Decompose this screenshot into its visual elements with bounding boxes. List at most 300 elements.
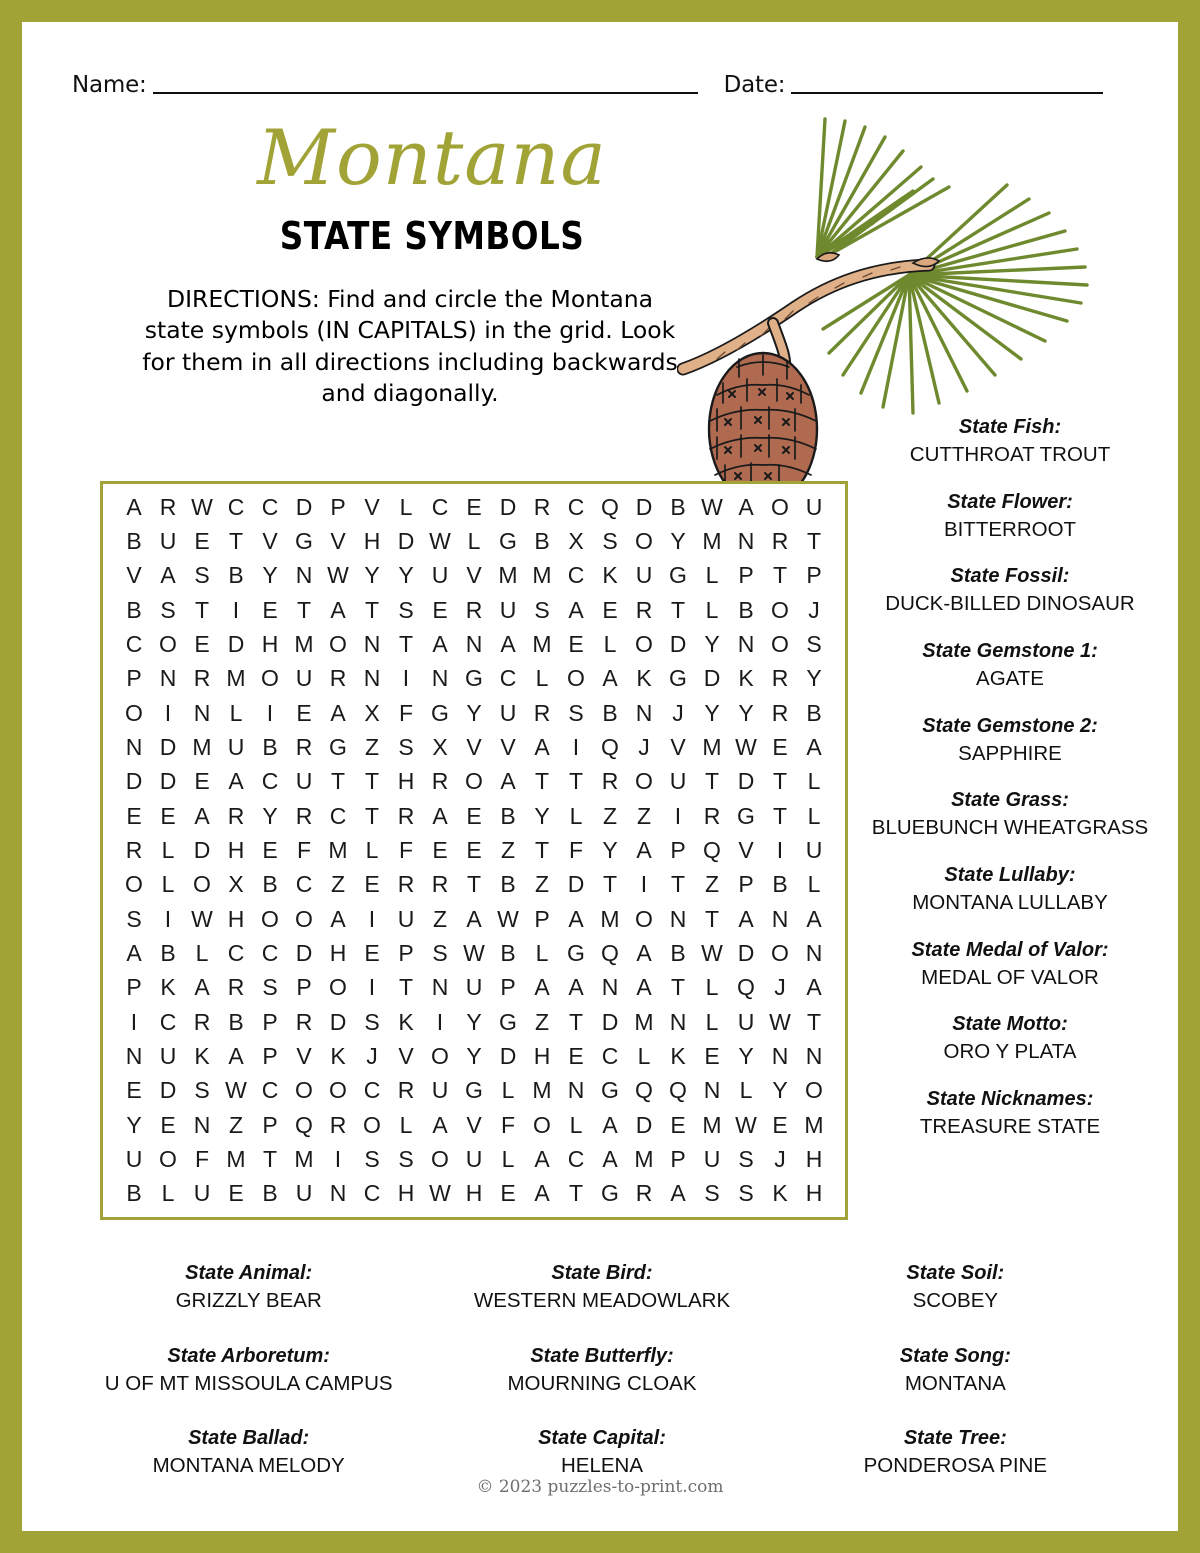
grid-cell[interactable]: E (568, 1042, 584, 1069)
grid-cell[interactable]: J (774, 1145, 786, 1172)
grid-cell[interactable]: T (534, 768, 550, 795)
grid-cell[interactable]: C (261, 493, 279, 520)
grid-cell[interactable]: Q (295, 1111, 313, 1138)
grid-cell[interactable]: M (328, 836, 348, 863)
grid-cell[interactable]: N (805, 1042, 823, 1069)
grid-cell[interactable]: T (670, 974, 686, 1001)
grid-cell[interactable]: L (535, 939, 549, 966)
grid-cell[interactable]: G (465, 665, 483, 692)
grid-cell[interactable]: F (296, 836, 312, 863)
grid-cell[interactable]: M (294, 1145, 314, 1172)
grid-cell[interactable]: T (806, 1008, 822, 1035)
grid-cell[interactable]: A (806, 733, 822, 760)
grid-cell[interactable]: E (262, 836, 278, 863)
grid-cell[interactable]: A (228, 768, 244, 795)
grid-cell[interactable]: A (534, 733, 550, 760)
grid-cell[interactable]: U (431, 562, 449, 589)
grid-cell[interactable]: W (191, 905, 213, 932)
grid-cell[interactable]: U (295, 1180, 313, 1207)
grid-cell[interactable]: O (329, 974, 347, 1001)
grid-cell[interactable]: T (364, 768, 380, 795)
grid-cell[interactable]: Y (126, 1111, 142, 1138)
grid-cell[interactable]: P (126, 665, 142, 692)
grid-cell[interactable]: A (602, 1111, 618, 1138)
grid-cell[interactable]: Y (670, 527, 686, 554)
grid-cell[interactable]: R (193, 1008, 211, 1035)
grid-cell[interactable]: J (808, 596, 820, 623)
grid-cell[interactable]: H (227, 836, 245, 863)
grid-cell[interactable]: L (399, 1111, 413, 1138)
grid-cell[interactable]: C (261, 1077, 279, 1104)
grid-cell[interactable]: M (702, 733, 722, 760)
grid-cell[interactable]: P (330, 493, 346, 520)
grid-cell[interactable]: C (125, 630, 143, 657)
grid-cell[interactable]: W (191, 493, 213, 520)
grid-cell[interactable]: T (296, 596, 312, 623)
grid-cell[interactable]: B (738, 596, 754, 623)
grid-cell[interactable]: K (636, 665, 652, 692)
grid-cell[interactable]: C (159, 1008, 177, 1035)
grid-cell[interactable]: A (568, 596, 584, 623)
grid-cell[interactable]: Z (636, 802, 652, 829)
grid-cell[interactable]: B (500, 939, 516, 966)
grid-cell[interactable]: M (634, 1008, 654, 1035)
grid-cell[interactable]: C (227, 493, 245, 520)
grid-cell[interactable]: O (295, 1077, 313, 1104)
grid-cell[interactable]: G (669, 562, 687, 589)
grid-cell[interactable]: R (431, 871, 449, 898)
grid-cell[interactable]: N (125, 733, 143, 760)
grid-cell[interactable]: E (500, 1180, 516, 1207)
grid-cell[interactable]: F (568, 836, 584, 863)
grid-cell[interactable]: O (567, 665, 585, 692)
grid-cell[interactable]: Y (738, 1042, 754, 1069)
grid-cell[interactable]: X (432, 733, 448, 760)
grid-cell[interactable]: Q (635, 1077, 653, 1104)
grid-cell[interactable]: E (568, 630, 584, 657)
grid-cell[interactable]: I (334, 1145, 342, 1172)
grid-cell[interactable]: V (466, 562, 482, 589)
grid-cell[interactable]: C (499, 665, 517, 692)
grid-cell[interactable]: S (160, 596, 176, 623)
grid-cell[interactable]: B (500, 802, 516, 829)
grid-cell[interactable]: Z (330, 871, 346, 898)
grid-cell[interactable]: N (771, 1042, 789, 1069)
grid-cell[interactable]: I (164, 699, 172, 726)
grid-cell[interactable]: L (603, 630, 617, 657)
grid-cell[interactable]: B (160, 939, 176, 966)
grid-cell[interactable]: M (192, 733, 212, 760)
grid-cell[interactable]: L (501, 1077, 515, 1104)
grid-cell[interactable]: S (738, 1145, 754, 1172)
word-search-grid[interactable] (100, 481, 848, 1220)
grid-cell[interactable]: C (295, 871, 313, 898)
grid-cell[interactable]: O (771, 596, 789, 623)
grid-cell[interactable]: L (807, 871, 821, 898)
grid-cell[interactable]: P (262, 1042, 278, 1069)
grid-cell[interactable]: S (704, 1180, 720, 1207)
grid-cell[interactable]: W (497, 905, 519, 932)
grid-cell[interactable]: I (130, 1008, 138, 1035)
grid-cell[interactable]: T (534, 836, 550, 863)
grid-cell[interactable]: A (126, 493, 142, 520)
grid-cell[interactable]: O (159, 630, 177, 657)
grid-cell[interactable]: G (295, 527, 313, 554)
grid-cell[interactable]: N (159, 665, 177, 692)
grid-cell[interactable]: V (398, 1042, 414, 1069)
grid-cell[interactable]: A (602, 1145, 618, 1172)
grid-cell[interactable]: N (601, 974, 619, 1001)
grid-cell[interactable]: A (126, 939, 142, 966)
grid-cell[interactable]: U (431, 1077, 449, 1104)
grid-cell[interactable]: P (738, 562, 754, 589)
grid-cell[interactable]: R (465, 596, 483, 623)
grid-cell[interactable]: N (737, 527, 755, 554)
grid-cell[interactable]: L (161, 1180, 175, 1207)
grid-cell[interactable]: G (737, 802, 755, 829)
grid-cell[interactable]: S (534, 596, 550, 623)
grid-cell[interactable]: J (774, 974, 786, 1001)
grid-cell[interactable]: D (193, 836, 211, 863)
grid-cell[interactable]: B (772, 871, 788, 898)
grid-cell[interactable]: G (601, 1180, 619, 1207)
grid-cell[interactable]: A (636, 974, 652, 1001)
grid-cell[interactable]: E (194, 630, 210, 657)
grid-cell[interactable]: E (772, 1111, 788, 1138)
grid-cell[interactable]: M (532, 630, 552, 657)
grid-cell[interactable]: Y (262, 562, 278, 589)
grid-cell[interactable]: Y (704, 630, 720, 657)
grid-cell[interactable]: Q (601, 733, 619, 760)
grid-cell[interactable]: E (296, 699, 312, 726)
grid-cell[interactable]: R (295, 1008, 313, 1035)
grid-cell[interactable]: A (330, 905, 346, 932)
grid-cell[interactable]: S (398, 733, 414, 760)
grid-cell[interactable]: M (634, 1145, 654, 1172)
grid-cell[interactable]: A (568, 974, 584, 1001)
grid-cell[interactable]: A (568, 905, 584, 932)
grid-cell[interactable]: R (227, 974, 245, 1001)
grid-cell[interactable]: K (738, 665, 754, 692)
grid-cell[interactable]: N (737, 630, 755, 657)
grid-cell[interactable]: T (772, 768, 788, 795)
grid-cell[interactable]: U (227, 733, 245, 760)
grid-cell[interactable]: M (226, 665, 246, 692)
grid-cell[interactable]: Z (432, 905, 448, 932)
grid-cell[interactable]: A (194, 974, 210, 1001)
grid-cell[interactable]: M (226, 1145, 246, 1172)
grid-cell[interactable]: B (228, 562, 244, 589)
grid-cell[interactable]: N (431, 665, 449, 692)
grid-cell[interactable]: X (228, 871, 244, 898)
grid-cell[interactable]: E (228, 1180, 244, 1207)
grid-cell[interactable]: M (804, 1111, 824, 1138)
grid-cell[interactable]: G (567, 939, 585, 966)
grid-cell[interactable]: V (296, 1042, 312, 1069)
grid-cell[interactable]: O (635, 527, 653, 554)
grid-cell[interactable]: O (329, 630, 347, 657)
grid-cell[interactable]: N (295, 562, 313, 589)
grid-cell[interactable]: U (159, 527, 177, 554)
grid-cell[interactable]: B (126, 527, 142, 554)
grid-cell[interactable]: O (635, 630, 653, 657)
grid-cell[interactable]: T (262, 1145, 278, 1172)
grid-cell[interactable]: Q (703, 836, 721, 863)
grid-cell[interactable]: N (363, 665, 381, 692)
grid-cell[interactable]: J (638, 733, 650, 760)
grid-cell[interactable]: S (432, 939, 448, 966)
grid-cell[interactable]: W (701, 939, 723, 966)
grid-cell[interactable]: R (703, 802, 721, 829)
grid-cell[interactable]: E (466, 802, 482, 829)
grid-cell[interactable]: A (432, 802, 448, 829)
grid-cell[interactable]: Q (737, 974, 755, 1001)
grid-cell[interactable]: Z (500, 836, 516, 863)
grid-cell[interactable]: N (465, 630, 483, 657)
grid-cell[interactable]: D (159, 733, 177, 760)
grid-cell[interactable]: T (602, 871, 618, 898)
grid-cell[interactable]: H (329, 939, 347, 966)
grid-cell[interactable]: Y (602, 836, 618, 863)
grid-cell[interactable]: K (670, 1042, 686, 1069)
grid-cell[interactable]: T (568, 768, 584, 795)
grid-cell[interactable]: H (805, 1180, 823, 1207)
grid-cell[interactable]: K (160, 974, 176, 1001)
grid-cell[interactable]: O (771, 493, 789, 520)
grid-cell[interactable]: W (327, 562, 349, 589)
grid-cell[interactable]: L (807, 768, 821, 795)
grid-cell[interactable]: E (160, 1111, 176, 1138)
grid-cell[interactable]: G (601, 1077, 619, 1104)
grid-cell[interactable]: U (805, 836, 823, 863)
grid-cell[interactable]: R (533, 699, 551, 726)
grid-cell[interactable]: T (704, 768, 720, 795)
grid-cell[interactable]: N (363, 630, 381, 657)
grid-cell[interactable]: U (125, 1145, 143, 1172)
grid-cell[interactable]: G (499, 1008, 517, 1035)
grid-cell[interactable]: Y (466, 699, 482, 726)
grid-cell[interactable]: U (465, 974, 483, 1001)
grid-cell[interactable]: O (771, 939, 789, 966)
grid-cell[interactable]: H (397, 1180, 415, 1207)
grid-cell[interactable]: T (772, 562, 788, 589)
grid-cell[interactable]: S (364, 1145, 380, 1172)
grid-cell[interactable]: X (364, 699, 380, 726)
grid-cell[interactable]: D (499, 493, 517, 520)
grid-cell[interactable]: T (704, 905, 720, 932)
grid-cell[interactable]: T (670, 596, 686, 623)
grid-cell[interactable]: M (702, 527, 722, 554)
grid-cell[interactable]: O (159, 1145, 177, 1172)
grid-cell[interactable]: Y (262, 802, 278, 829)
grid-cell[interactable]: H (227, 905, 245, 932)
grid-cell[interactable]: B (670, 493, 686, 520)
grid-cell[interactable]: T (364, 802, 380, 829)
grid-cell[interactable]: N (669, 905, 687, 932)
grid-cell[interactable]: R (397, 1077, 415, 1104)
grid-cell[interactable]: N (329, 1180, 347, 1207)
grid-cell[interactable]: E (364, 939, 380, 966)
grid-cell[interactable]: P (738, 871, 754, 898)
grid-cell[interactable]: T (330, 768, 346, 795)
grid-cell[interactable]: G (499, 527, 517, 554)
grid-cell[interactable]: L (807, 802, 821, 829)
grid-cell[interactable]: T (398, 974, 414, 1001)
grid-cell[interactable]: A (806, 974, 822, 1001)
grid-cell[interactable]: U (737, 1008, 755, 1035)
grid-cell[interactable]: S (262, 974, 278, 1001)
grid-cell[interactable]: Y (772, 1077, 788, 1104)
grid-cell[interactable]: O (635, 768, 653, 795)
grid-cell[interactable]: P (500, 974, 516, 1001)
date-input-line[interactable] (791, 92, 1103, 94)
grid-cell[interactable]: R (295, 733, 313, 760)
grid-cell[interactable]: B (602, 699, 618, 726)
grid-cell[interactable]: Y (534, 802, 550, 829)
grid-cell[interactable]: I (232, 596, 240, 623)
grid-cell[interactable]: I (266, 699, 274, 726)
grid-cell[interactable]: G (329, 733, 347, 760)
grid-cell[interactable]: D (295, 939, 313, 966)
grid-cell[interactable]: D (635, 493, 653, 520)
grid-cell[interactable]: L (569, 1111, 583, 1138)
grid-cell[interactable]: O (329, 1077, 347, 1104)
grid-cell[interactable]: Y (738, 699, 754, 726)
grid-cell[interactable]: I (436, 1008, 444, 1035)
grid-cell[interactable]: S (602, 527, 618, 554)
grid-cell[interactable]: A (534, 974, 550, 1001)
grid-cell[interactable]: P (670, 836, 686, 863)
grid-cell[interactable]: E (364, 871, 380, 898)
grid-cell[interactable]: O (193, 871, 211, 898)
grid-cell[interactable]: L (229, 699, 243, 726)
grid-cell[interactable]: F (398, 836, 414, 863)
grid-cell[interactable]: A (500, 768, 516, 795)
grid-cell[interactable]: A (670, 1180, 686, 1207)
grid-cell[interactable]: S (194, 1077, 210, 1104)
grid-cell[interactable]: R (635, 1180, 653, 1207)
grid-cell[interactable]: M (294, 630, 314, 657)
grid-cell[interactable]: K (194, 1042, 210, 1069)
grid-cell[interactable]: R (601, 768, 619, 795)
grid-cell[interactable]: Z (534, 1008, 550, 1035)
grid-cell[interactable]: J (366, 1042, 378, 1069)
grid-cell[interactable]: R (329, 1111, 347, 1138)
grid-cell[interactable]: B (670, 939, 686, 966)
grid-cell[interactable]: P (296, 974, 312, 1001)
grid-cell[interactable]: U (295, 768, 313, 795)
grid-cell[interactable]: C (567, 1145, 585, 1172)
grid-cell[interactable]: L (705, 974, 719, 1001)
grid-cell[interactable]: I (164, 905, 172, 932)
grid-cell[interactable]: N (125, 1042, 143, 1069)
grid-cell[interactable]: V (262, 527, 278, 554)
grid-cell[interactable]: A (534, 1145, 550, 1172)
grid-cell[interactable]: H (465, 1180, 483, 1207)
grid-cell[interactable]: B (262, 1180, 278, 1207)
grid-cell[interactable]: E (126, 802, 142, 829)
grid-cell[interactable]: A (500, 630, 516, 657)
grid-cell[interactable]: P (262, 1008, 278, 1035)
grid-cell[interactable]: C (261, 768, 279, 795)
grid-cell[interactable]: R (771, 699, 789, 726)
grid-cell[interactable]: Y (704, 699, 720, 726)
grid-cell[interactable]: W (735, 733, 757, 760)
grid-cell[interactable]: G (669, 665, 687, 692)
grid-cell[interactable]: M (600, 905, 620, 932)
grid-cell[interactable]: E (194, 527, 210, 554)
grid-cell[interactable]: Y (398, 562, 414, 589)
grid-cell[interactable]: S (398, 596, 414, 623)
grid-cell[interactable]: D (397, 527, 415, 554)
grid-cell[interactable]: A (534, 1180, 550, 1207)
grid-cell[interactable]: Z (534, 871, 550, 898)
grid-cell[interactable]: N (805, 939, 823, 966)
grid-cell[interactable]: L (467, 527, 481, 554)
grid-cell[interactable]: A (466, 905, 482, 932)
grid-cell[interactable]: O (125, 871, 143, 898)
grid-cell[interactable]: T (398, 630, 414, 657)
grid-cell[interactable]: L (399, 493, 413, 520)
grid-cell[interactable]: E (432, 596, 448, 623)
grid-cell[interactable]: L (705, 596, 719, 623)
grid-cell[interactable]: G (465, 1077, 483, 1104)
grid-cell[interactable]: I (572, 733, 580, 760)
grid-cell[interactable]: D (159, 768, 177, 795)
grid-cell[interactable]: U (295, 665, 313, 692)
grid-cell[interactable]: T (364, 596, 380, 623)
grid-cell[interactable]: D (295, 493, 313, 520)
grid-cell[interactable]: R (159, 493, 177, 520)
grid-cell[interactable]: S (738, 1180, 754, 1207)
grid-cell[interactable]: L (739, 1077, 753, 1104)
grid-cell[interactable]: S (568, 699, 584, 726)
grid-cell[interactable]: N (669, 1008, 687, 1035)
grid-cell[interactable]: W (429, 527, 451, 554)
grid-cell[interactable]: U (193, 1180, 211, 1207)
grid-cell[interactable]: S (194, 562, 210, 589)
grid-cell[interactable]: A (636, 836, 652, 863)
grid-cell[interactable]: U (499, 699, 517, 726)
grid-cell[interactable]: V (670, 733, 686, 760)
grid-cell[interactable]: U (465, 1145, 483, 1172)
grid-cell[interactable]: Y (806, 665, 822, 692)
grid-cell[interactable]: P (262, 1111, 278, 1138)
grid-cell[interactable]: K (772, 1180, 788, 1207)
grid-cell[interactable]: B (262, 871, 278, 898)
grid-cell[interactable]: E (262, 596, 278, 623)
grid-cell[interactable]: Z (364, 733, 380, 760)
grid-cell[interactable]: U (159, 1042, 177, 1069)
grid-cell[interactable]: A (738, 493, 754, 520)
grid-cell[interactable]: L (637, 1042, 651, 1069)
grid-cell[interactable]: R (533, 493, 551, 520)
grid-cell[interactable]: D (227, 630, 245, 657)
grid-cell[interactable]: D (737, 768, 755, 795)
grid-cell[interactable]: R (431, 768, 449, 795)
grid-cell[interactable]: B (228, 1008, 244, 1035)
grid-cell[interactable]: P (126, 974, 142, 1001)
grid-cell[interactable]: E (466, 493, 482, 520)
grid-cell[interactable]: M (498, 562, 518, 589)
grid-cell[interactable]: Y (466, 1008, 482, 1035)
grid-cell[interactable]: C (329, 802, 347, 829)
grid-cell[interactable]: I (640, 871, 648, 898)
grid-cell[interactable]: R (329, 665, 347, 692)
grid-cell[interactable]: N (635, 699, 653, 726)
grid-cell[interactable]: R (125, 836, 143, 863)
grid-cell[interactable]: T (194, 596, 210, 623)
